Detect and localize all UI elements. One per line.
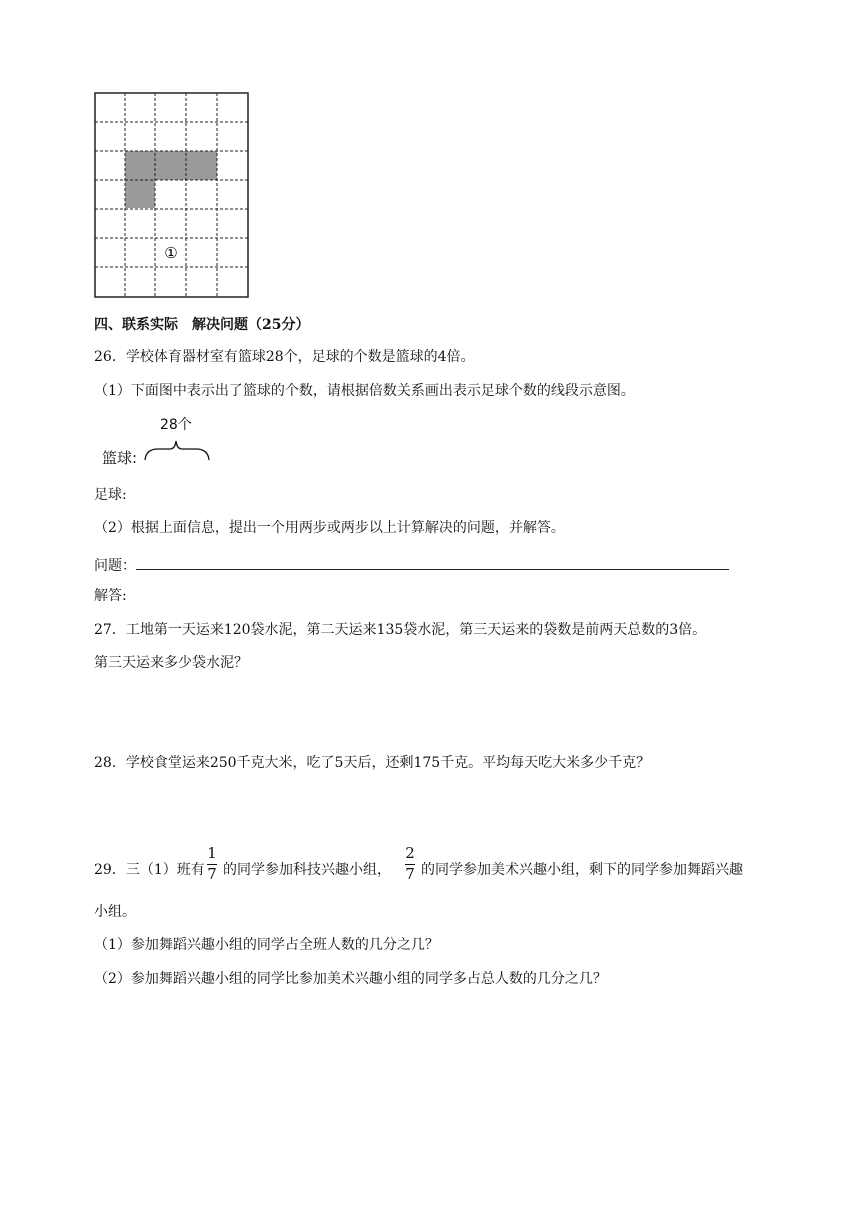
section-title: 四、联系实际 解决问题（25分）: [94, 317, 310, 333]
frac1-den: 7: [207, 865, 217, 883]
fraction-1-7: [205, 846, 219, 882]
q26-part2: （2）根据上面信息，提出一个用两步或两步以上计算解决的问题，并解答。: [94, 520, 565, 536]
grid-border: [95, 93, 248, 297]
answer-label: 解答:: [94, 588, 127, 604]
q29-part2: （2）参加舞蹈兴趣小组的同学比参加美术兴趣小组的同学多占总人数的几分之几？: [94, 971, 607, 987]
q27-line1: 27．工地第一天运来120袋水泥，第二天运来135袋水泥，第三天运来的袋数是前两天总数的3倍。: [94, 622, 707, 638]
q29-part1: （1）参加舞蹈兴趣小组的同学占全班人数的几分之几？: [94, 937, 439, 953]
q29-prefix: 29．三（1）班有: [94, 862, 205, 878]
q28-text: 28．学校食堂运来250千克大米，吃了5天后，还剩175千克。平均每天吃大米多少千克？: [94, 755, 651, 771]
shaded-cell-bottom: [125, 180, 155, 208]
answer-blank[interactable]: [136, 555, 729, 570]
q26-part1: （1）下面图中表示出了篮球的个数，请根据倍数关系画出表示足球个数的线段示意图。: [94, 383, 635, 399]
q29-line2: 小组。: [94, 904, 136, 920]
question-line: [94, 555, 729, 573]
shaded-cells-top: [125, 151, 217, 180]
fraction-2-7: [403, 846, 417, 882]
brace-icon: [142, 433, 212, 463]
q26-stem: 26．学校体育器材室有篮球28个，足球的个数是篮球的4倍。: [94, 349, 475, 365]
grid-figure: [94, 92, 250, 302]
frac1-num: 1: [207, 844, 217, 862]
brace-label: 28个: [160, 417, 192, 433]
question-label: 问题：: [94, 558, 136, 574]
football-label: 足球:: [94, 487, 127, 503]
grid-lines: [95, 93, 248, 297]
dotted-grid: [94, 92, 250, 298]
frac2-den: 7: [405, 865, 415, 883]
q29-suffix: 的同学参加美术兴趣小组，剩下的同学参加舞蹈兴趣: [421, 862, 743, 878]
grid-marker: ①: [164, 244, 178, 262]
q29-mid: 的同学参加科技兴趣小组，: [223, 862, 391, 878]
q27-line2: 第三天运来多少袋水泥？: [94, 655, 248, 671]
basketball-label: 篮球:: [102, 449, 138, 467]
frac2-num: 2: [405, 844, 415, 862]
